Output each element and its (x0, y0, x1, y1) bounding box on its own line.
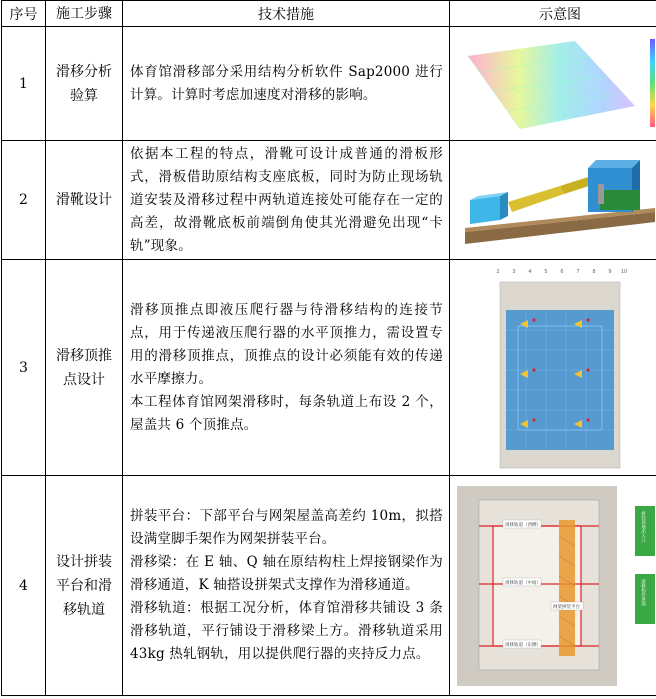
table-row (2, 141, 656, 260)
tech-text: 滑移梁：在 E 轴、Q 轴在原结构柱上焊接钢梁作为滑移通道，K 轴搭设拼架式支撑作为滑移通道。 (130, 554, 443, 593)
construction-table (1, 0, 656, 696)
row-number: 1 (2, 27, 46, 141)
platform-label: 网架拼装平台 (553, 604, 580, 610)
track-label: 滑移轨道（西侧） (505, 522, 541, 528)
sliding-shoe-image (460, 150, 656, 250)
push-point-plan-image (490, 264, 630, 472)
step-name: 滑移分析验算 (56, 63, 112, 104)
grid-label: 4 (528, 268, 532, 275)
grid-label: 6 (560, 268, 564, 275)
step-name: 滑移顶推点设计 (56, 347, 112, 388)
tech-text: 本工程体育馆网架滑移时，每条轨道上布设 2 个，屋盖共 6 个顶推点。 (130, 393, 443, 433)
grid-label: 9 (608, 268, 612, 275)
sap2000-model-image (460, 31, 656, 137)
side-label: 拼装场地出入口 (640, 510, 646, 542)
tech-text: 滑移轨道：根据工况分析，体育馆滑移共铺设 3 条滑移轨道，平行铺设于滑移梁上方。滑移轨道采用 43kg 热轧钢轨，用以提供爬行器的夹持反力点。 (130, 600, 443, 662)
platform-track-plan-image (457, 486, 656, 686)
table-row (2, 260, 656, 476)
table-row (2, 476, 656, 696)
grid-label: 8 (592, 268, 596, 275)
row-number: 4 (2, 476, 46, 696)
grid-label: 2 (496, 268, 500, 275)
grid-label: 10 (620, 268, 628, 275)
track-label: 滑移轨道（中间） (505, 580, 541, 586)
side-label: 滑移构件进场 (640, 578, 646, 606)
header-diagram: 示意图 (450, 1, 656, 27)
tech-text: 体育馆滑移部分采用结构分析软件 Sap2000 进行计算。计算时考虑加速度对滑移的影响。 (130, 63, 443, 103)
header-no: 序号 (2, 1, 46, 27)
table-header-row (2, 1, 656, 27)
tech-text: 拼装平台：下部平台与网架屋盖高差约 10m，拟搭设满堂脚手架作为网架拼装平台。 (130, 508, 443, 547)
grid-label: 5 (544, 268, 548, 275)
tech-text: 滑移顶推点即液压爬行器与待滑移结构的连接节点，用于传递液压爬行器的水平顶推力，需设置专用的滑移顶推点，顶推点的设计必须能有效的传递水平摩擦力。 (130, 301, 443, 387)
table-row (2, 27, 656, 141)
header-step: 施工步骤 (46, 1, 123, 27)
header-tech: 技术措施 (123, 1, 450, 27)
step-name: 设计拼装平台和滑移轨道 (56, 553, 112, 618)
grid-label: 7 (576, 268, 580, 275)
grid-label: 3 (512, 268, 516, 275)
row-number: 2 (2, 141, 46, 260)
row-number: 3 (2, 260, 46, 476)
step-name: 滑靴设计 (56, 192, 112, 208)
tech-text: 依据本工程的特点，滑靴可设计成普通的滑板形式，滑板借助原结构支座底板，同时为防止现场轨道安装及滑移过程中两轨道连接处可能存在一定的高差，故滑靴底板前端倒角使其光滑避免出现“卡轨”现象。 (130, 145, 443, 254)
track-label: 滑移轨道（东侧） (505, 642, 541, 648)
